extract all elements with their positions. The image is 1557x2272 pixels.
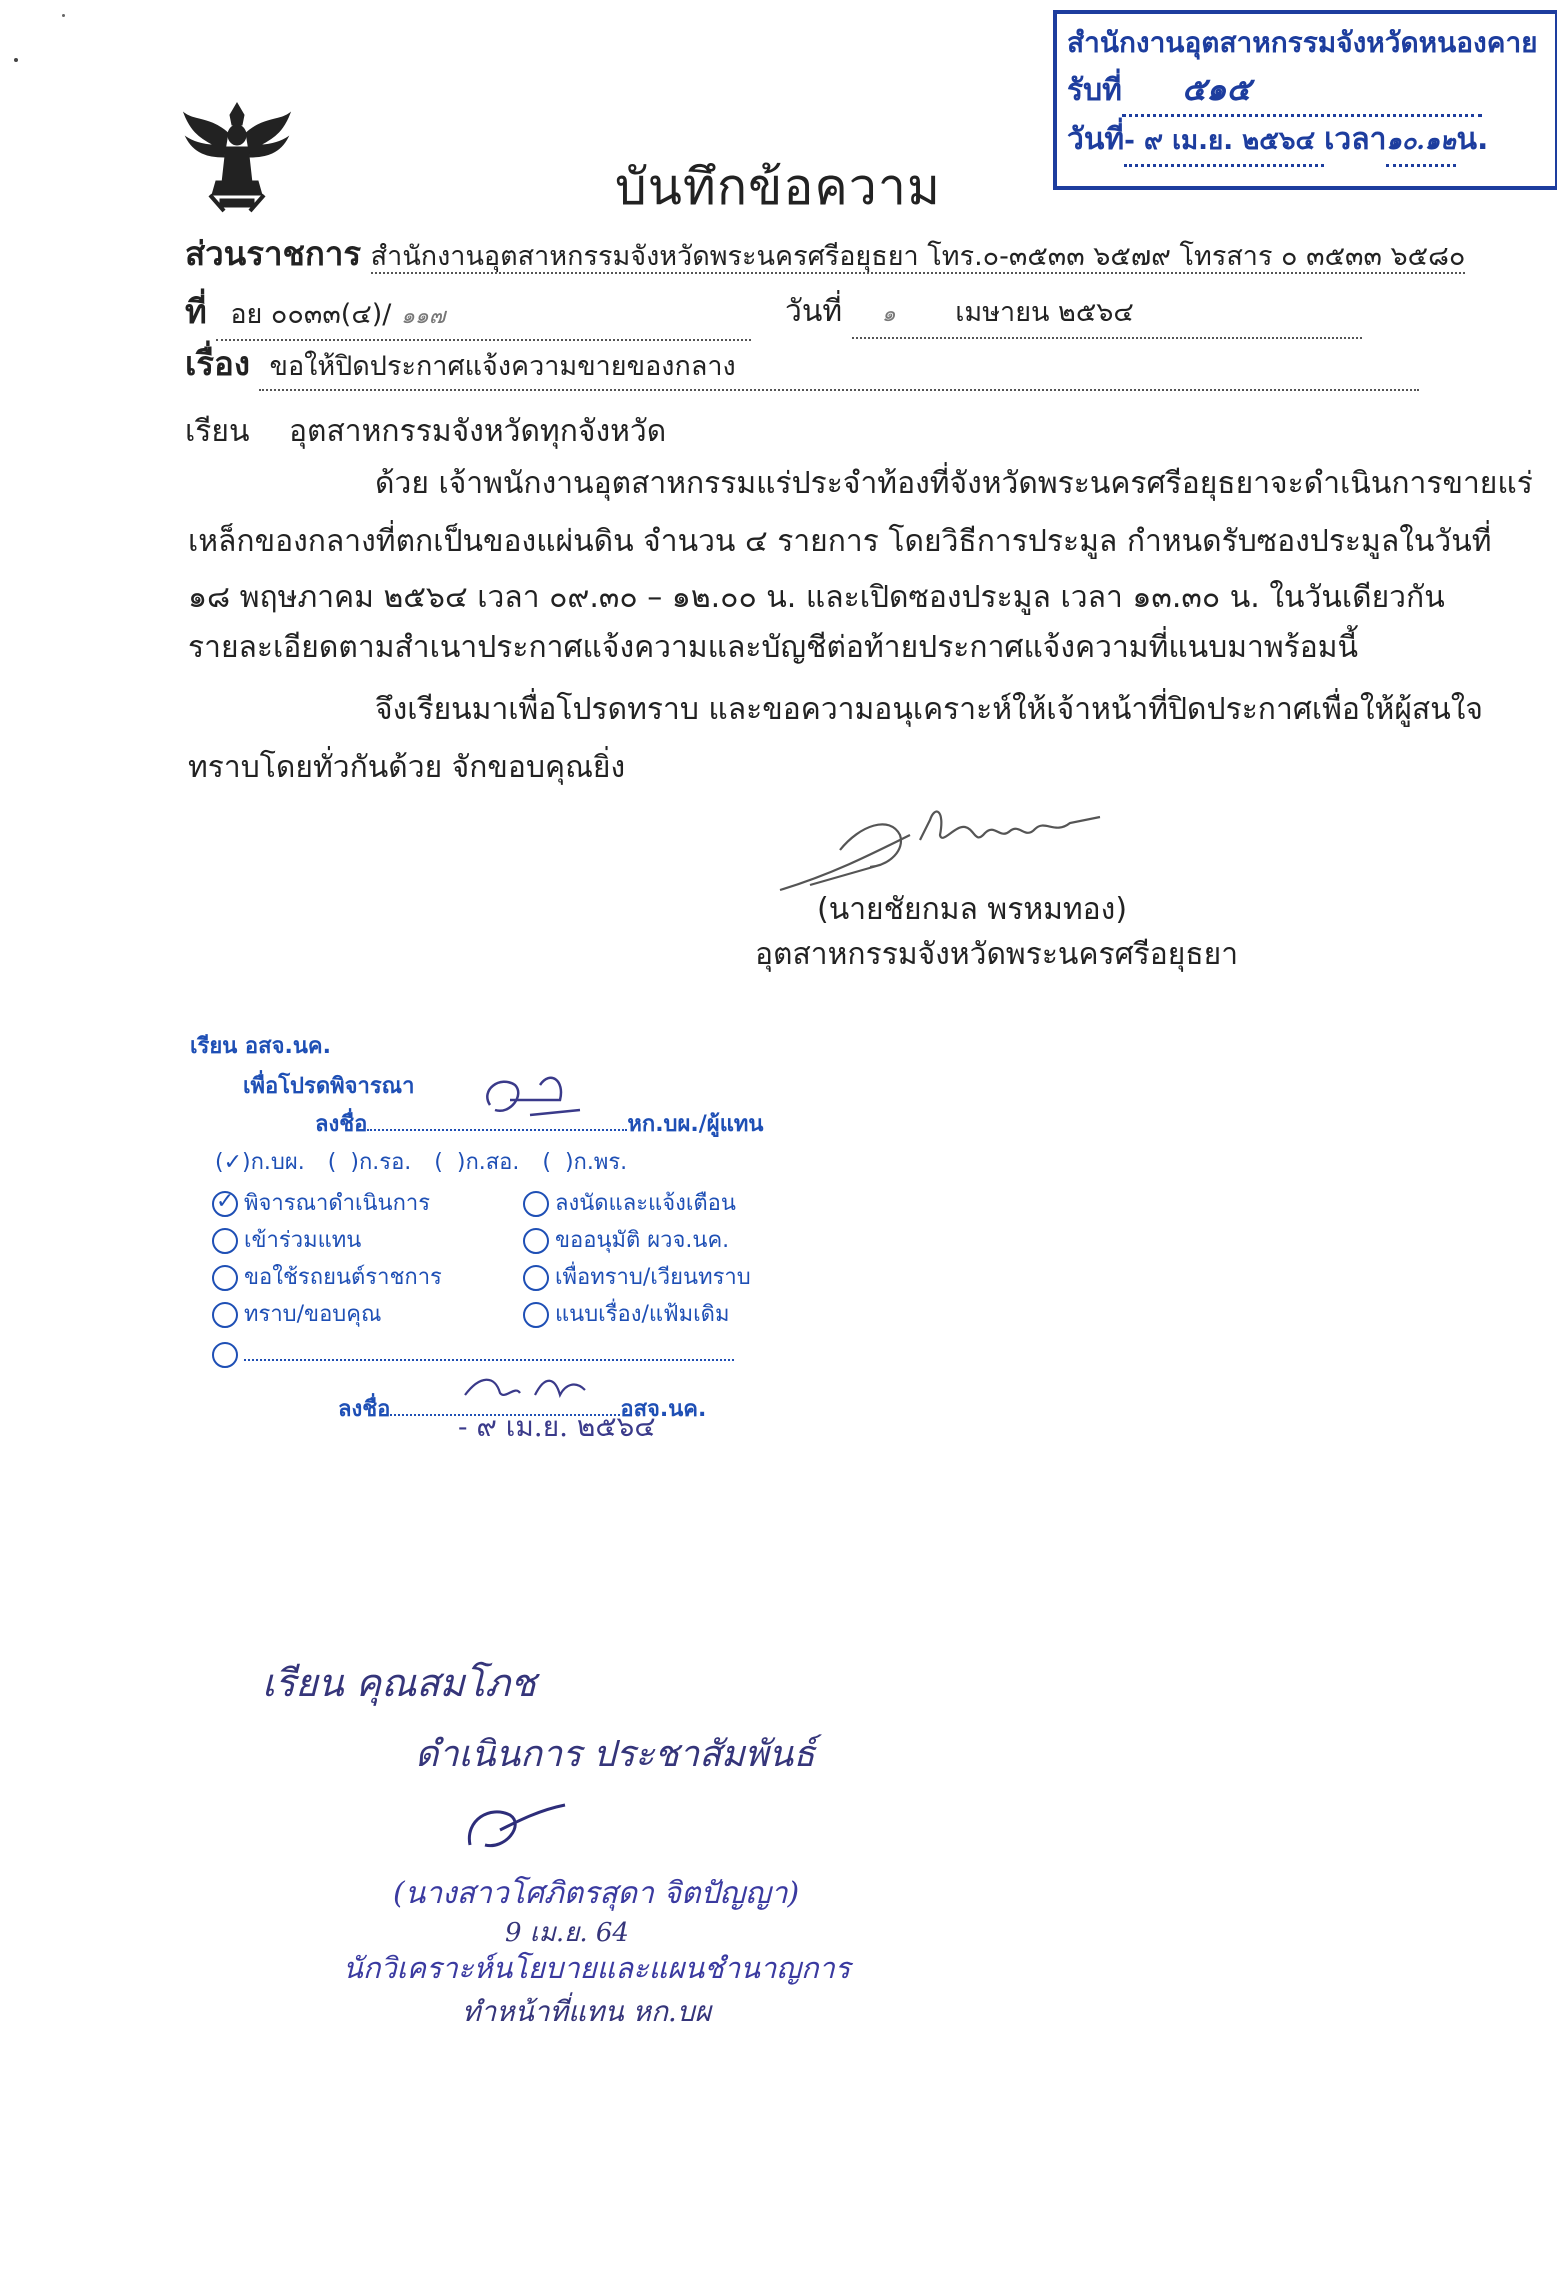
scan-speck	[14, 58, 18, 62]
stamp-time-value: ๑๐.๑๒	[1386, 126, 1456, 155]
subject-row	[185, 342, 1419, 391]
date-row	[785, 290, 1362, 339]
dept-label: ส่วนราชการ	[185, 234, 362, 273]
routing-sign2-date: - ๙ เม.ย. ๒๕๖๔	[458, 1410, 656, 1443]
date-value: เมษายน ๒๕๖๔	[955, 297, 1134, 328]
stamp-time-suffix: น.	[1456, 122, 1489, 157]
body-p1-line4: รายละเอียดตามสำเนาประกาศแจ้งความและบัญชีต่อท้ายประกาศแจ้งความที่แนบมาพร้อมนี้	[188, 630, 1359, 665]
routing-options-right	[523, 1185, 751, 1333]
ref-number: ๑๑๗	[400, 304, 446, 329]
stamp-received-label: รับที่	[1067, 73, 1122, 108]
dept-row	[185, 232, 1465, 279]
body-p1-line3: ๑๘ พฤษภาคม ๒๕๖๔ เวลา ๐๙.๓๐ – ๑๒.๐๐ น. และเปิดซองประมูล เวลา ๑๓.๓๐ น. ในวันเดียวกัน	[188, 580, 1445, 615]
division-3: ก.สอ.	[465, 1150, 520, 1175]
routing-divisions: (✓)ก.บผ. ( )ก.รอ. ( )ก.สอ. ( )ก.พร.	[215, 1150, 628, 1175]
routing-to: เรียน อสจ.นค.	[190, 1034, 331, 1059]
hand-note-acting: ทำหน้าที่แทน หก.บผ	[462, 1995, 711, 2028]
option-circle-icon	[212, 1302, 238, 1328]
option-label: ทราบ/ขอบคุณ	[244, 1302, 382, 1327]
division-1: ก.บผ.	[250, 1150, 305, 1175]
routing-options-left	[212, 1185, 442, 1333]
routing-sign2-label: ลงชื่อ	[338, 1397, 391, 1422]
stamp-date-value: - ๙ เม.ย. ๒๕๖๔	[1124, 126, 1316, 156]
hand-signature-mark	[450, 1790, 580, 1860]
option-label: พิจารณาดำเนินการ	[244, 1191, 431, 1216]
option-label: เข้าร่วมแทน	[244, 1228, 362, 1253]
dept-value: สำนักงานอุตสาหกรรมจังหวัดพระนครศรีอยุธยา โทร.๐-๓๕๓๓ ๖๕๗๙ โทรสาร ๐ ๓๕๓๓ ๖๕๘๐	[370, 241, 1466, 272]
ref-row	[185, 290, 751, 341]
body-p1-line2: เหล็กของกลางที่ตกเป็นของแผ่นดิน จำนวน ๔ รายการ โดยวิธีการประมูล กำหนดรับซองประมูลในวันที่	[188, 524, 1492, 559]
option-row[interactable]	[212, 1185, 442, 1222]
routing-sign2-role: อสจ.นค.	[620, 1397, 707, 1422]
stamp-date-label: วันที่	[1067, 122, 1125, 157]
option-row[interactable]	[523, 1222, 751, 1259]
hand-position: นักวิเคราะห์นโยบายและแผนชำนาญการ	[343, 1951, 851, 1985]
stamp-time-label: เวลา	[1324, 122, 1387, 157]
hand-note-line1: เรียน คุณสมโภช	[262, 1661, 536, 1705]
hand-name: (นางสาวโศภิตรสุดา จิตปัญญา)	[393, 1876, 800, 1911]
routing-purpose: เพื่อโปรดพิจารณา	[243, 1074, 415, 1099]
hand-date: 9 เม.ย. 64	[505, 1918, 629, 1948]
division-4: ก.พร.	[573, 1150, 628, 1175]
to-label: เรียน	[185, 414, 250, 449]
option-circle-icon	[523, 1265, 549, 1291]
option-row[interactable]	[212, 1259, 442, 1296]
routing-sign-label: ลงชื่อ	[315, 1112, 368, 1137]
option-checked-icon: ✓	[212, 1191, 238, 1217]
option-circle-icon	[523, 1228, 549, 1254]
garuda-emblem-icon	[180, 95, 295, 215]
option-row[interactable]	[523, 1296, 751, 1333]
division-check-1[interactable]: (✓)	[215, 1150, 251, 1175]
option-label: เพื่อทราบ/เวียนทราบ	[555, 1265, 751, 1290]
date-label: วันที่	[785, 294, 843, 329]
option-row[interactable]	[212, 1222, 442, 1259]
option-row[interactable]	[523, 1185, 751, 1222]
option-label: ขออนุมัติ ผวจ.นค.	[555, 1228, 730, 1253]
ref-value: อย ๐๐๓๓(๔)/	[230, 299, 392, 330]
routing-sign2-mark	[460, 1365, 600, 1405]
subject-value: ขอให้ปิดประกาศแจ้งความขายของกลาง	[269, 351, 736, 382]
option-circle-icon	[212, 1228, 238, 1254]
body-p2-line1: จึงเรียนมาเพื่อโปรดทราบ และขอความอนุเคราะห์ให้เจ้าหน้าที่ปิดประกาศเพื่อให้ผู้สนใจ	[375, 692, 1483, 727]
option-circle-icon	[212, 1265, 238, 1291]
subject-label: เรื่อง	[185, 344, 250, 383]
body-p1-line1: ด้วย เจ้าพนักงานอุตสาหกรรมแร่ประจำท้องที่จังหวัดพระนครศรีอยุธยาจะดำเนินการขายแร่	[375, 466, 1533, 501]
stamp-date-row	[1067, 117, 1545, 167]
stamp-received-no: ๕๑๕	[1181, 70, 1251, 108]
to-value: อุตสาหกรรมจังหวัดทุกจังหวัด	[289, 414, 667, 449]
stamp-received-row	[1067, 66, 1545, 117]
scan-speck	[62, 14, 65, 17]
memo-title: บันทึกข้อความ	[615, 158, 941, 216]
ref-label: ที่	[185, 292, 207, 331]
option-label: ขอใช้รถยนต์ราชการ	[244, 1265, 442, 1290]
option-circle-icon	[212, 1342, 238, 1368]
division-2: ก.รอ.	[358, 1150, 412, 1175]
date-day: ๑	[881, 302, 896, 327]
body-p2-line2: ทราบโดยทั่วกันด้วย จักขอบคุณยิ่ง	[188, 750, 626, 785]
routing-sign-role: หก.บผ./ผู้แทน	[627, 1112, 764, 1137]
stamp-office: สำนักงานอุตสาหกรรมจังหวัดหนองคาย	[1067, 26, 1538, 59]
option-circle-icon	[523, 1191, 549, 1217]
signer-name: (นายชัยกมล พรหมทอง)	[817, 892, 1128, 927]
option-circle-icon	[523, 1302, 549, 1328]
receiving-stamp	[1053, 10, 1557, 190]
option-label: แนบเรื่อง/แฟ้มเดิม	[555, 1302, 730, 1327]
option-row[interactable]	[523, 1259, 751, 1296]
option-label: ลงนัดและแจ้งเตือน	[555, 1191, 736, 1216]
hand-note-line2: ดำเนินการ ประชาสัมพันธ์	[415, 1734, 816, 1775]
routing-signature-mark	[470, 1060, 590, 1130]
to-row	[185, 410, 666, 454]
option-row[interactable]	[212, 1296, 442, 1333]
signer-position: อุตสาหกรรมจังหวัดพระนครศรีอยุธยา	[755, 937, 1239, 972]
